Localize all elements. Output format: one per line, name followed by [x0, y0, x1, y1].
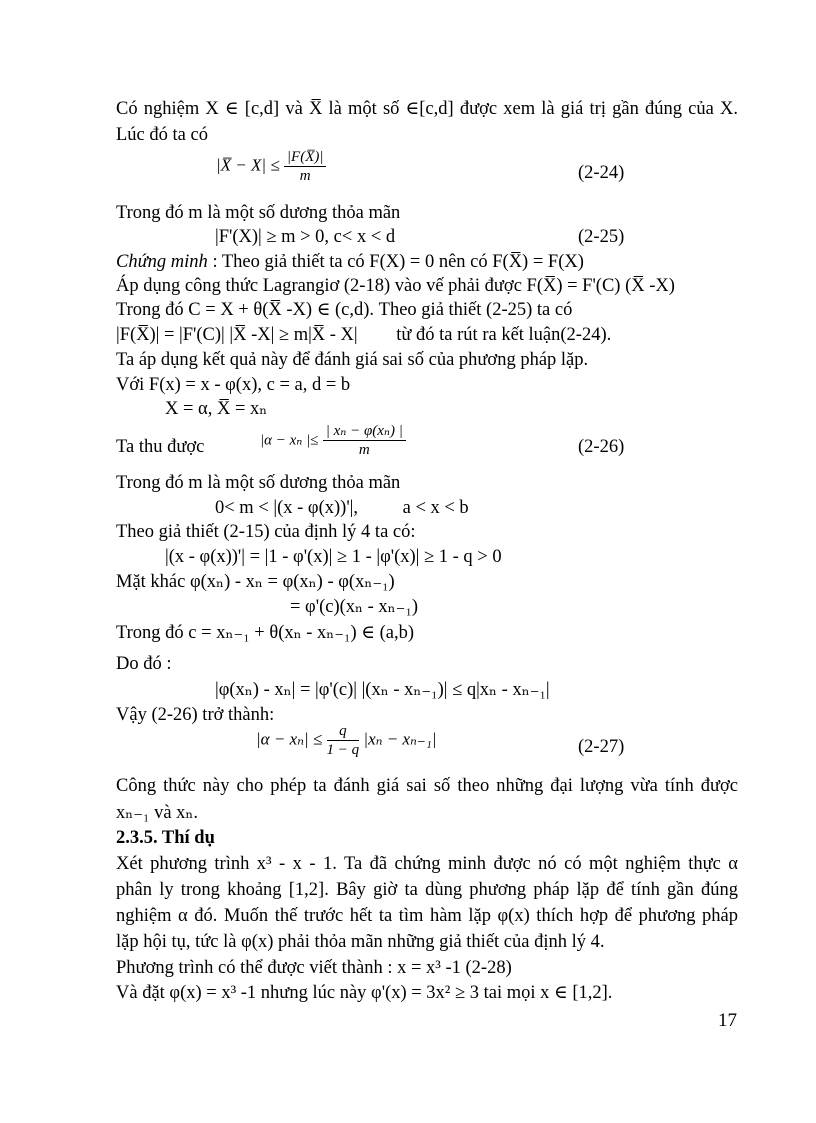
text-line	[116, 324, 611, 346]
equation-number: (2-25)	[578, 227, 625, 247]
text-line: Có nghiệm X ∈ [c,d] và X̅ là một số ∈[c,d] được xem là giá trị gần đúng của X.	[116, 99, 738, 119]
text-line: Vậy (2-26) trở thành:	[116, 705, 275, 725]
denominator: m	[358, 442, 370, 458]
text-line: Trong đó m là một số dương thỏa mãn	[116, 203, 401, 223]
text-line: X = α, X̅ = xₙ	[165, 399, 268, 419]
inequality: |F(X̅)| = |F'(C)| |X̅ -X| ≥ m|X̅ - X|	[116, 325, 358, 345]
formula-left: |X̅ − X| ≤	[216, 155, 280, 175]
formula-left: |α − xₙ| ≤	[256, 729, 323, 749]
text-line: Và đặt φ(x) = x³ -1 nhưng lúc này φ'(x) = 3x² ≥ 3 tai mọi x ∈ [1,2].	[116, 983, 613, 1003]
numerator: | xₙ − φ(xₙ) |	[323, 422, 406, 441]
range: a < x < b	[402, 498, 469, 518]
text-line: |φ(xₙ) - xₙ| = |φ'(c)| |(xₙ - xₙ₋₁)| ≤ q|xₙ - xₙ₋₁|	[215, 680, 550, 700]
denominator: 1 − q	[326, 742, 360, 758]
formula-2-24	[216, 148, 326, 185]
text-line: |F'(X)| ≥ m > 0, c< x < d	[215, 227, 396, 247]
text-line: Áp dụng công thức Lagrangiơ (2-18) vào vế phải được F(X̅) = F'(C) (X̅ -X)	[116, 276, 675, 296]
fraction	[327, 722, 360, 759]
text-line: xₙ₋₁ và xₙ.	[116, 803, 199, 823]
equation-number: (2-24)	[578, 163, 625, 183]
equation-number: (2-26)	[578, 437, 625, 457]
text-line: lặp hội tụ, tức là φ(x) phải thỏa mãn những giả thiết của định lý 4.	[116, 932, 605, 952]
text-line: Với F(x) = x - φ(x), c = a, d = b	[116, 375, 351, 395]
formula-right: |xₙ − xₙ₋₁|	[363, 729, 437, 749]
condition: 0< m < |(x - φ(x))'|,	[215, 498, 358, 518]
text-line: Mặt khác φ(xₙ) - xₙ = φ(xₙ) - φ(xₙ₋₁)	[116, 572, 395, 592]
section-heading: 2.3.5. Thí dụ	[116, 828, 215, 848]
text-line: Công thức này cho phép ta đánh giá sai số theo những đại lượng vừa tính được	[116, 776, 738, 796]
proof-text: : Theo giả thiết ta có F(X) = 0 nên có F(X̅) = F(X)	[207, 252, 584, 272]
proof-label: Chứng minh	[116, 252, 208, 272]
formula-left: |α − xₙ |≤	[260, 432, 319, 449]
text-line: Lúc đó ta có	[116, 125, 208, 145]
text-line: Phương trình có thể được viết thành : x = x³ -1 (2-28)	[116, 958, 512, 978]
text-line: nghiệm α đó. Muốn thế trước hết ta tìm hàm lặp φ(x) thích hợp để phương pháp	[116, 906, 738, 926]
text-line: = φ'(c)(xₙ - xₙ₋₁)	[290, 597, 419, 617]
fraction	[323, 422, 406, 459]
text-line: Theo giả thiết (2-15) của định lý 4 ta có:	[116, 522, 416, 542]
text-line: Trong đó m là một số dương thỏa mãn	[116, 473, 401, 493]
text-line: phân ly trong khoảng [1,2]. Bây giờ ta dùng phương pháp lặp để tính gần đúng	[116, 880, 738, 900]
equation-number: (2-27)	[578, 737, 625, 757]
formula-2-27	[256, 722, 436, 759]
formula-2-26	[260, 422, 406, 459]
text-line: Ta áp dụng kết quả này để đánh giá sai số của phương pháp lặp.	[116, 350, 589, 370]
text-line	[215, 497, 469, 519]
text-line: Xét phương trình x³ - x - 1. Ta đã chứng minh được nó có một nghiệm thực α	[116, 854, 738, 874]
conclusion: từ đó ta rút ra kết luận(2-24).	[396, 325, 612, 345]
numerator: q	[327, 722, 360, 741]
text-line	[116, 251, 584, 273]
text-line: Do đó :	[116, 654, 172, 674]
text-line: Ta thu được	[116, 437, 205, 457]
text-line: |(x - φ(x))'| = |1 - φ'(x)| ≥ 1 - |φ'(x)| ≥ 1 - q > 0	[165, 547, 502, 567]
fraction	[284, 148, 327, 185]
page-number: 17	[718, 1010, 737, 1031]
text-line: Trong đó C = X + θ(X̅ -X) ∈ (c,d). Theo giả thiết (2-25) ta có	[116, 300, 573, 320]
numerator: |F(X̅)|	[284, 148, 327, 167]
text-line: Trong đó c = xₙ₋₁ + θ(xₙ - xₙ₋₁) ∈ (a,b)	[116, 623, 415, 643]
denominator: m	[299, 168, 311, 184]
